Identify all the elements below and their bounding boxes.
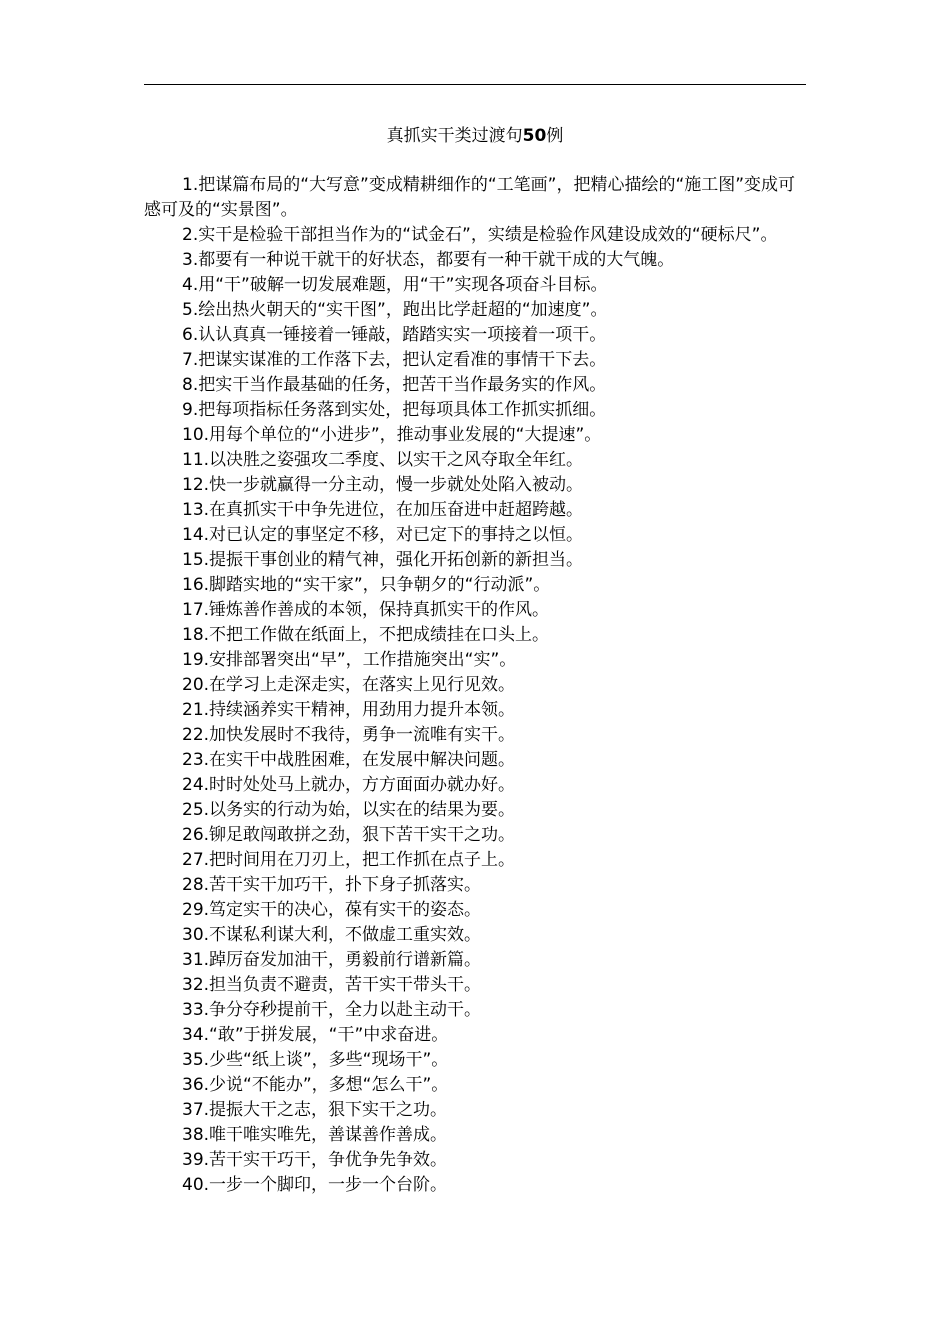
list-item: 39.苦干实干巧干，争优争先争效。 bbox=[182, 1150, 448, 1170]
list-item: 38.唯干唯实唯先，善谋善作善成。 bbox=[182, 1125, 448, 1145]
list-item: 1.把谋篇布局的“大写意”变成精耕细作的“工笔画”，把精心描绘的“施工图”变成可感可及的“实景图”。 bbox=[144, 175, 796, 220]
list-item: 8.把实干当作最基础的任务，把苦干当作最务实的作风。 bbox=[182, 375, 607, 395]
title-number: 50 bbox=[522, 126, 547, 146]
list-item: 12.快一步就赢得一分主动，慢一步就处处陷入被动。 bbox=[182, 475, 584, 495]
list-item: 3.都要有一种说干就干的好状态，都要有一种干就干成的大气魄。 bbox=[182, 250, 675, 270]
list-item: 11.以决胜之姿强攻二季度、以实干之风夺取全年红。 bbox=[182, 450, 584, 470]
list-item: 28.苦干实干加巧干，扑下身子抓落实。 bbox=[182, 875, 482, 895]
list-item: 29.笃定实干的决心，葆有实干的姿态。 bbox=[182, 900, 482, 920]
page-title bbox=[144, 123, 806, 149]
list-item: 13.在真抓实干中争先进位，在加压奋进中赶超跨越。 bbox=[182, 500, 584, 520]
list-item: 22.加快发展时不我待，勇争一流唯有实干。 bbox=[182, 725, 516, 745]
list-item: 36.少说“不能办”，多想“怎么干”。 bbox=[182, 1075, 449, 1095]
title-suffix: 例 bbox=[546, 126, 564, 146]
list-item: 33.争分夺秒提前干，全力以赴主动干。 bbox=[182, 1000, 482, 1020]
list-item: 35.少些“纸上谈”，多些“现场干”。 bbox=[182, 1050, 449, 1070]
list-item: 4.用“干”破解一切发展难题，用“干”实现各项奋斗目标。 bbox=[182, 275, 608, 295]
list-item: 19.安排部署突出“早”，工作措施突出“实”。 bbox=[182, 650, 517, 670]
list-item: 5.绘出热火朝天的“实干图”，跑出比学赶超的“加速度”。 bbox=[182, 300, 608, 320]
list-item: 9.把每项指标任务落到实处，把每项具体工作抓实抓细。 bbox=[182, 400, 607, 420]
list-item: 31.踔厉奋发加油干，勇毅前行谱新篇。 bbox=[182, 950, 482, 970]
list-item: 20.在学习上走深走实，在落实上见行见效。 bbox=[182, 675, 516, 695]
list-item: 37.提振大干之志，狠下实干之功。 bbox=[182, 1100, 448, 1120]
list-item: 32.担当负责不避责，苦干实干带头干。 bbox=[182, 975, 482, 995]
title-prefix: 真抓实干类过渡句 bbox=[386, 126, 523, 146]
list-item: 30.不谋私利谋大利，不做虚工重实效。 bbox=[182, 925, 482, 945]
list-item: 18.不把工作做在纸面上，不把成绩挂在口头上。 bbox=[182, 625, 550, 645]
list-item: 34.“敢”于拼发展，“干”中求奋进。 bbox=[182, 1025, 449, 1045]
list-item: 23.在实干中战胜困难，在发展中解决问题。 bbox=[182, 750, 516, 770]
list-item: 25.以务实的行动为始，以实在的结果为要。 bbox=[182, 800, 516, 820]
header-rule bbox=[144, 84, 806, 85]
list-item: 40.一步一个脚印，一步一个台阶。 bbox=[182, 1175, 448, 1195]
list-item: 24.时时处处马上就办，方方面面办就办好。 bbox=[182, 775, 516, 795]
list-item: 17.锤炼善作善成的本领，保持真抓实干的作风。 bbox=[182, 600, 550, 620]
sentence-list bbox=[144, 173, 808, 1198]
list-item: 6.认认真真一锤接着一锤敲，踏踏实实一项接着一项干。 bbox=[182, 325, 607, 345]
list-item: 14.对已认定的事坚定不移，对已定下的事持之以恒。 bbox=[182, 525, 584, 545]
list-item: 7.把谋实谋准的工作落下去，把认定看准的事情干下去。 bbox=[182, 350, 607, 370]
list-item: 16.脚踏实地的“实干家”，只争朝夕的“行动派”。 bbox=[182, 575, 551, 595]
list-item: 10.用每个单位的“小进步”，推动事业发展的“大提速”。 bbox=[182, 425, 602, 445]
list-item: 15.提振干事创业的精气神，强化开拓创新的新担当。 bbox=[182, 550, 584, 570]
list-item: 26.铆足敢闯敢拼之劲，狠下苦干实干之功。 bbox=[182, 825, 516, 845]
list-item: 27.把时间用在刀刃上，把工作抓在点子上。 bbox=[182, 850, 516, 870]
list-item: 2.实干是检验干部担当作为的“试金石”，实绩是检验作风建设成效的“硬标尺”。 bbox=[182, 225, 778, 245]
list-item: 21.持续涵养实干精神，用劲用力提升本领。 bbox=[182, 700, 516, 720]
